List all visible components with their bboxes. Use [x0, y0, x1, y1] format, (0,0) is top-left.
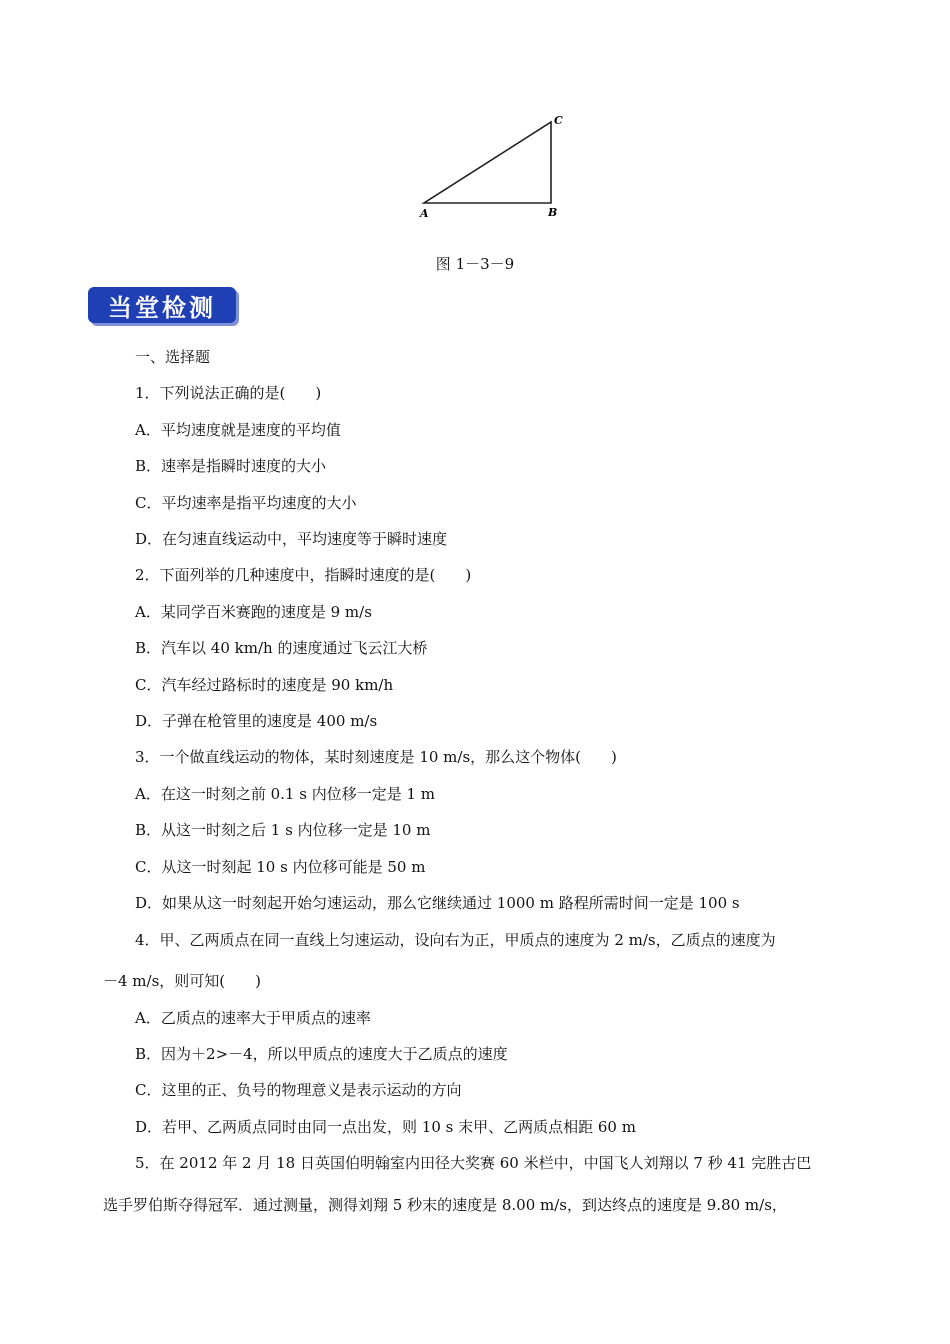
- question-1-stem: 1．下列说法正确的是( ): [135, 384, 322, 402]
- question-3-option-c: C．从这一时刻起 10 s 内位移可能是 50 m: [135, 858, 426, 876]
- section-title: 当堂检测: [108, 293, 216, 322]
- question-1-option-a: A．平均速度就是速度的平均值: [135, 421, 341, 439]
- question-3-option-a: A．在这一时刻之前 0.1 s 内位移一定是 1 m: [135, 785, 435, 803]
- section-badge: [88, 287, 236, 323]
- question-4-option-c: C．这里的正、负号的物理意义是表示运动的方向: [135, 1081, 462, 1099]
- triangle-figure: [410, 110, 580, 225]
- question-1-option-c: C．平均速率是指平均速度的大小: [135, 494, 357, 512]
- figure-caption: 图 1－3－9: [435, 255, 515, 273]
- question-2-option-a: A．某同学百米赛跑的速度是 9 m/s: [135, 603, 372, 621]
- question-1-option-d: D．在匀速直线运动中，平均速度等于瞬时速度: [135, 530, 448, 548]
- triangle-abc: [424, 122, 551, 203]
- question-4-option-a: A．乙质点的速率大于甲质点的速率: [135, 1009, 371, 1027]
- question-5-stem-line-2: 选手罗伯斯夺得冠军．通过测量，测得刘翔 5 秒末的速度是 8.00 m/s，到达终点的速度是 9.80 m/s，: [103, 1196, 787, 1214]
- question-4-stem-line-1: 4．甲、乙两质点在同一直线上匀速运动，设向右为正，甲质点的速度为 2 m/s，乙质点的速度为: [135, 931, 776, 949]
- question-1-option-b: B．速率是指瞬时速度的大小: [135, 457, 327, 475]
- question-2-option-b: B．汽车以 40 km/h 的速度通过飞云江大桥: [135, 639, 428, 657]
- question-3-option-d: D．如果从这一时刻起开始匀速运动，那么它继续通过 1000 m 路程所需时间一定是 100 s: [135, 894, 740, 912]
- question-3-option-b: B．从这一时刻之后 1 s 内位移一定是 10 m: [135, 821, 431, 839]
- question-4-option-d: D．若甲、乙两质点同时由同一点出发，则 10 s 末甲、乙两质点相距 60 m: [135, 1118, 636, 1136]
- question-5-stem-line-1: 5．在 2012 年 2 月 18 日英国伯明翰室内田径大奖赛 60 米栏中，中国飞人刘翔以 7 秒 41 完胜古巴: [135, 1154, 812, 1172]
- question-2-option-c: C．汽车经过路标时的速度是 90 km/h: [135, 676, 394, 694]
- part-heading: 一、选择题: [135, 348, 211, 366]
- question-2-stem: 2．下面列举的几种速度中，指瞬时速度的是( ): [135, 566, 472, 584]
- question-4-stem-line-2: －4 m/s，则可知( ): [103, 972, 261, 990]
- question-2-option-d: D．子弹在枪管里的速度是 400 m/s: [135, 712, 378, 730]
- question-4-option-b: B．因为＋2>－4，所以甲质点的速度大于乙质点的速度: [135, 1045, 508, 1063]
- vertex-label-b: B: [548, 206, 558, 219]
- vertex-label-a: A: [420, 207, 429, 220]
- vertex-label-c: C: [554, 114, 563, 127]
- question-3-stem: 3．一个做直线运动的物体，某时刻速度是 10 m/s，那么这个物体( ): [135, 748, 617, 766]
- triangle-diagram: [410, 110, 580, 225]
